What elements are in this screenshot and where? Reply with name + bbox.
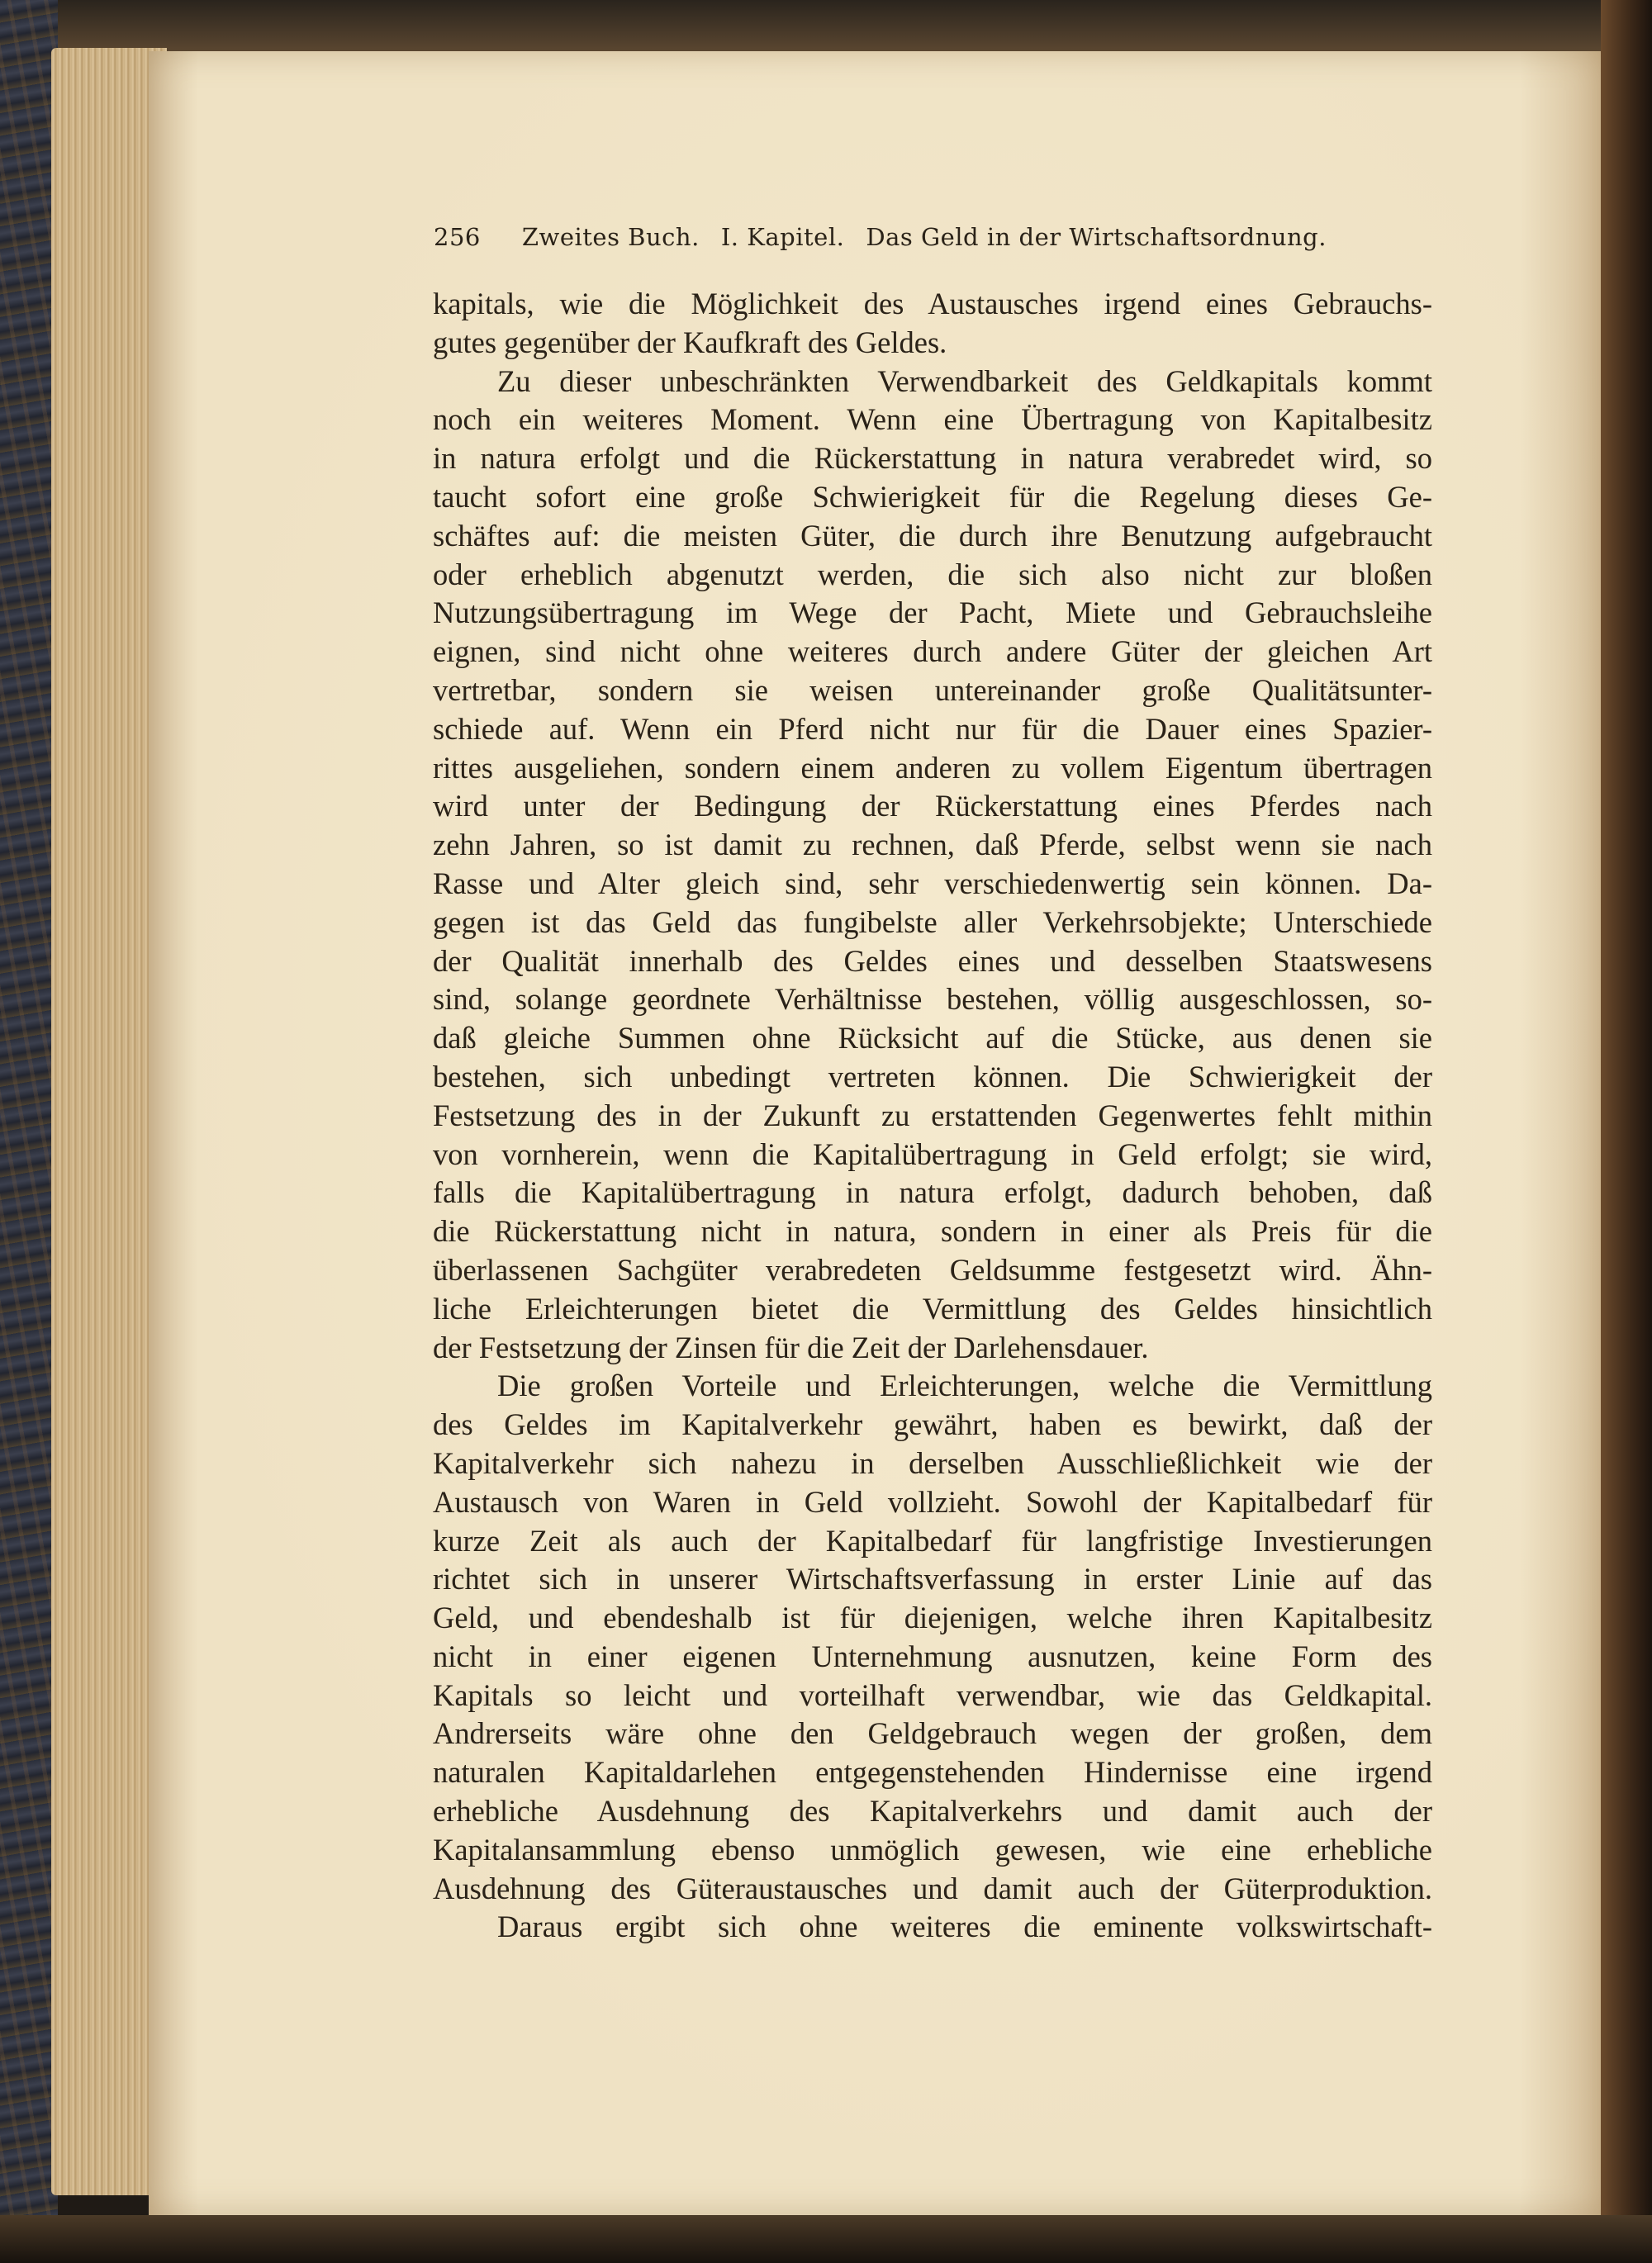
text-line: Geld, und ebendeshalb ist für diejenigen, welche ihren Kapitalbesitz — [433, 1601, 1432, 1635]
text-line: nicht in einer eigenen Unternehmung ausnutzen, keine Form des — [433, 1639, 1432, 1673]
scan-top-edge — [0, 0, 1652, 51]
text-line: sind, solange geordnete Verhältnisse bestehen, völlig ausgeschlossen, so- — [433, 982, 1432, 1017]
text-line: rittes ausgeliehen, sondern einem anderen zu vollem Eigentum übertragen — [433, 750, 1432, 785]
text-line: vertretbar, sondern sie weisen untereinander große Qualitätsunter- — [433, 672, 1432, 707]
text-line: Zu dieser unbeschränkten Verwendbarkeit des Geldkapitals kommt — [497, 363, 1432, 398]
text-line: Kapitalverkehr sich nahezu in derselben Ausschließlichkeit wie der — [433, 1445, 1432, 1480]
text-line: Festsetzung des in der Zukunft zu erstattenden Gegenwertes fehlt mithin — [433, 1098, 1432, 1132]
text-line: überlassenen Sachgüter verabredeten Geldsumme festgesetzt wird. Ähn- — [433, 1252, 1432, 1287]
text-line: wird unter der Bedingung der Rückerstattung eines Pferdes nach — [433, 789, 1432, 823]
text-line: in natura erfolgt und die Rückerstattung in natura verabredet wird, so — [433, 441, 1432, 476]
text-line: die Rückerstattung nicht in natura, sondern in einer als Preis für die — [433, 1214, 1432, 1249]
text-line: bestehen, sich unbedingt vertreten können. Die Schwierigkeit der — [433, 1059, 1432, 1094]
text-line: kapitals, wie die Möglichkeit des Austausches irgend eines Gebrauchs- — [433, 287, 1432, 320]
page-number: 256 — [434, 223, 481, 251]
text-line: Rasse und Alter gleich sind, sehr verschiedenwertig sein können. Da- — [433, 866, 1432, 900]
text-line: schäftes auf: die meisten Güter, die durch ihre Benutzung aufgebraucht — [433, 518, 1432, 553]
text-line: von vornherein, wenn die Kapitalübertragung in Geld erfolgt; sie wird, — [433, 1136, 1432, 1171]
text-line: eignen, sind nicht ohne weiteres durch andere Güter der gleichen Art — [433, 634, 1432, 669]
text-line: zehn Jahren, so ist damit zu rechnen, daß Pferde, selbst wenn sie nach — [433, 828, 1432, 862]
text-line: Daraus ergibt sich ohne weiteres die eminente volkswirtschaft- — [497, 1910, 1432, 1944]
text-line: schiede auf. Wenn ein Pferd nicht nur für die Dauer eines Spazier- — [433, 711, 1432, 746]
book-spine-edge — [1601, 0, 1652, 2263]
header-book: Zweites Buch. — [521, 223, 700, 251]
text-line: noch ein weiteres Moment. Wenn eine Übertragung von Kapitalbesitz — [433, 402, 1432, 437]
running-header — [434, 223, 1330, 251]
header-chapter: I. Kapitel. — [720, 223, 845, 251]
text-line: der Qualität innerhalb des Geldes eines und desselben Staatswesens — [433, 943, 1432, 978]
text-line: naturalen Kapitaldarlehen entgegenstehenden Hindernisse eine irgend — [433, 1755, 1432, 1790]
text-line: gegen ist das Geld das fungibelste aller Verkehrsobjekte; Unterschiede — [433, 904, 1432, 939]
text-line: kurze Zeit als auch der Kapitalbedarf für langfristige Investierungen — [433, 1523, 1432, 1558]
scan-bottom-edge — [0, 2215, 1652, 2263]
text-line: taucht sofort eine große Schwierigkeit für die Regelung dieses Ge- — [433, 479, 1432, 514]
text-line: Kapitalansammlung ebenso unmöglich gewesen, wie eine erhebliche — [433, 1832, 1432, 1867]
book-cover-edge — [0, 0, 58, 2263]
text-line: gutes gegenüber der Kaufkraft des Geldes. — [433, 325, 947, 359]
text-line: falls die Kapitalübertragung in natura erfolgt, dadurch behoben, daß — [433, 1175, 1432, 1210]
header-title: Das Geld in der Wirtschaftsordnung. — [866, 223, 1327, 251]
text-line: erhebliche Ausdehnung des Kapitalverkehrs und damit auch der — [433, 1794, 1432, 1829]
text-line: liche Erleichterungen bietet die Vermittlung des Geldes hinsichtlich — [433, 1291, 1432, 1326]
text-line: Nutzungsübertragung im Wege der Pacht, Miete und Gebrauchsleihe — [433, 595, 1432, 630]
body-text — [433, 285, 1432, 1947]
text-line: der Festsetzung der Zinsen für die Zeit der Darlehensdauer. — [433, 1330, 1149, 1364]
text-line: Kapitals so leicht und vorteilhaft verwendbar, wie das Geldkapital. — [433, 1677, 1432, 1712]
text-line: Ausdehnung des Güteraustausches und damit auch der Güterproduktion. — [433, 1871, 1432, 1905]
text-line: oder erheblich abgenutzt werden, die sich also nicht zur bloßen — [433, 557, 1432, 591]
text-line: Die großen Vorteile und Erleichterungen, welche die Vermittlung — [497, 1369, 1432, 1403]
text-line: richtet sich in unserer Wirtschaftsverfassung in erster Linie auf das — [433, 1562, 1432, 1596]
text-line: Austausch von Waren in Geld vollzieht. Sowohl der Kapitalbedarf für — [433, 1484, 1432, 1519]
text-line: des Geldes im Kapitalverkehr gewährt, haben es bewirkt, daß der — [433, 1407, 1432, 1442]
text-line: daß gleiche Summen ohne Rücksicht auf die Stücke, aus denen sie — [433, 1021, 1432, 1056]
text-line: Andrerseits wäre ohne den Geldgebrauch wegen der großen, dem — [433, 1716, 1432, 1751]
